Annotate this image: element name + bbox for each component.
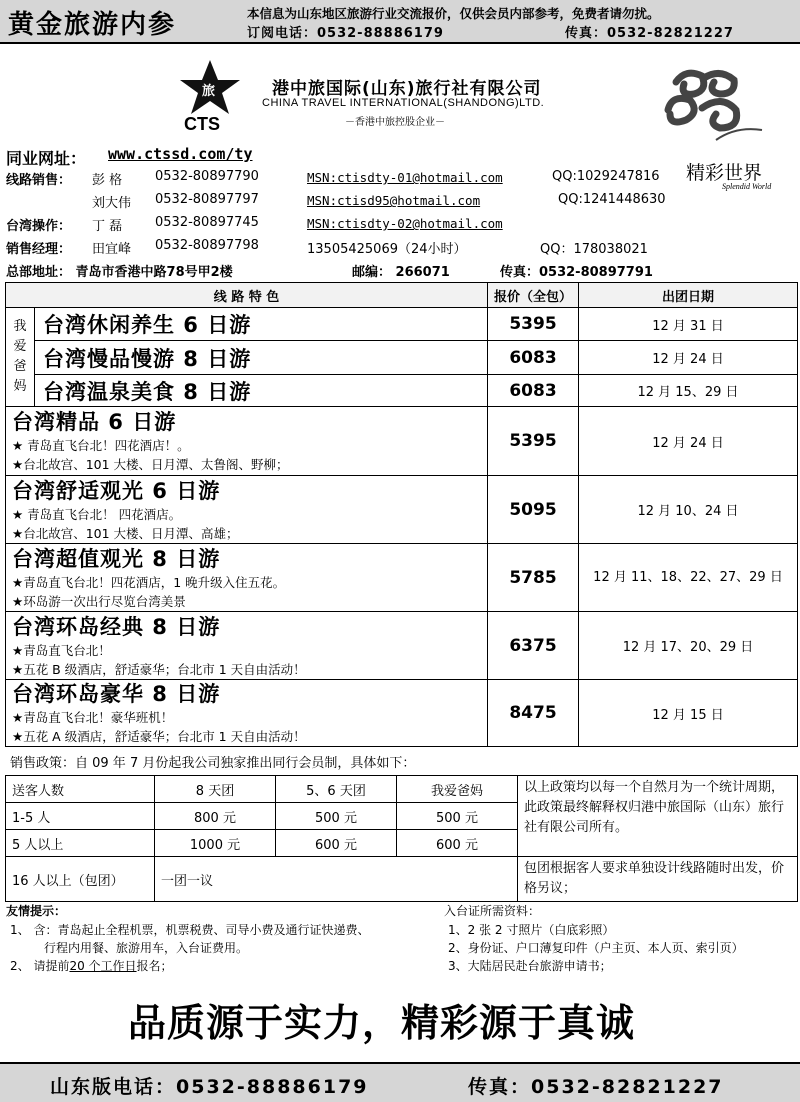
route-date: 12 月 11、18、22、27、29 日: [579, 544, 798, 612]
table-header-row: [6, 283, 798, 308]
publication-title: 黄金旅游内参: [8, 10, 177, 40]
policy-cell: 600 元: [397, 830, 518, 857]
route-price: 5095: [488, 476, 579, 544]
policy-cell: 600 元: [276, 830, 397, 857]
policy-header: 5、6 天团: [276, 776, 397, 803]
route-date: 12 月 31 日: [579, 308, 798, 341]
visa-doc-item: 3、大陆居民赴台旅游申请书；: [448, 959, 612, 973]
sales-policy-table: [5, 775, 798, 902]
policy-cell: 1000 元: [155, 830, 276, 857]
table-row: [6, 680, 798, 747]
route-feature: ★ 青岛直飞台北！四花酒店！。: [12, 438, 190, 453]
logo-badge-char: 旅: [202, 84, 216, 99]
hq-fax: 传真：0532-80897791: [500, 265, 653, 280]
route-feature: ★青岛直飞台北！: [12, 642, 111, 658]
group-label-love-parents: [6, 308, 35, 407]
tips-line: [10, 957, 173, 974]
route-date: 12 月 17、20、29 日: [579, 612, 798, 680]
site-url-link[interactable]: www.ctssd.com/ty: [108, 145, 253, 163]
route-detail: [6, 476, 488, 544]
route-price: 5395: [488, 308, 579, 341]
contact-msn[interactable]: MSN:ctisd95@hotmail.com: [307, 193, 481, 208]
subscription-phone: 订阅电话：0532-88886179: [247, 26, 444, 41]
contact-role: 线路销售：: [6, 173, 72, 188]
route-feature: ★台北故宫、101 大楼、日月潭、太鲁阁、野柳；: [12, 457, 289, 472]
contact-role: 销售经理：: [6, 242, 72, 257]
contact-msn[interactable]: MSN:ctisdty-01@hotmail.com: [307, 170, 503, 185]
route-name: 台湾环岛经典 8 日游: [12, 614, 221, 639]
company-name-cn: 港中旅国际(山东)旅行社有限公司: [272, 79, 542, 99]
policy-cell: 5 人以上: [6, 830, 155, 857]
route-detail: [6, 544, 488, 612]
tips-text: 报名；: [136, 959, 173, 973]
site-label: 同业网址：: [6, 149, 87, 168]
contact-name: 田宜峰: [92, 242, 132, 257]
policy-cell: 800 元: [155, 803, 276, 830]
route-feature: ★台北故宫、101 大楼、日月潭、高雄；: [12, 525, 239, 541]
route-detail: [6, 680, 488, 747]
hq-zip: 邮编： 266071: [352, 265, 450, 280]
policy-cell: 16 人以上（包团）: [6, 857, 155, 902]
contact-tel: 0532-80897745: [155, 215, 259, 230]
route-detail: [6, 407, 488, 476]
contact-tel: 0532-80897790: [155, 169, 259, 184]
route-name: 台湾超值观光 8 日游: [12, 546, 221, 571]
table-row: [6, 476, 798, 544]
visa-docs-title: 入台证所需资料：: [444, 904, 541, 918]
contact-tel: 0532-80897798: [155, 238, 259, 253]
policy-header: 我爱爸妈: [397, 776, 518, 803]
routes-table: [5, 282, 798, 747]
brand-name-cn: 精彩世界: [686, 162, 763, 184]
route-name: 台湾精品 6 日游: [12, 410, 177, 434]
header-fax: 传真：0532-82821227: [565, 26, 734, 41]
route-detail: [6, 612, 488, 680]
route-name: 台湾温泉美食 8 日游: [35, 375, 488, 407]
policy-note: 包团根据客人要求单独设计线路随时出发，价格另议；: [518, 857, 798, 902]
policy-cell: 500 元: [276, 803, 397, 830]
contact-tel: 0532-80897797: [155, 192, 259, 207]
route-feature: ★五花 B 级酒店，舒适豪华；台北市 1 天自由活动！: [12, 661, 306, 677]
route-name: 台湾舒适观光 6 日游: [12, 478, 221, 503]
table-row: [6, 544, 798, 612]
disclaimer-text: 本信息为山东地区旅游行业交流报价，仅供会员内部参考，免费者请勿扰。: [247, 6, 660, 21]
table-row: [6, 857, 798, 902]
contact-mobile: 13505425069（24小时）: [307, 242, 467, 257]
contact-qq: QQ:1241448630: [558, 192, 666, 207]
route-date: 12 月 24 日: [579, 341, 798, 375]
tips-text: 2、 请提前: [10, 959, 70, 973]
policy-note: 以上政策均以每一个自然月为一个统计周期，此政策最终解释权归港中旅国际（山东）旅行社有限公司所有。: [518, 776, 798, 857]
route-date: 12 月 15 日: [579, 680, 798, 747]
policy-cell: 1-5 人: [6, 803, 155, 830]
route-date: 12 月 10、24 日: [579, 476, 798, 544]
company-subtitle: －香港中旅控股企业－: [345, 117, 445, 128]
footer-fax: 传真：0532-82821227: [468, 1076, 724, 1098]
slogan: 品质源于实力，精彩源于真诚: [128, 1001, 636, 1045]
col-header-route: 线 路 特 色: [6, 283, 488, 308]
tips-deadline: 20 个工作日: [69, 959, 137, 973]
table-row: [6, 341, 798, 375]
splendid-world-logo-icon: [656, 64, 766, 154]
footer-phone: 山东版电话：0532-88886179: [50, 1076, 369, 1098]
contact-qq: QQ：178038021: [540, 242, 648, 257]
policy-header: 8 天团: [155, 776, 276, 803]
table-header-row: [6, 776, 798, 803]
policy-header: 送客人数: [6, 776, 155, 803]
contact-role: 台湾操作：: [6, 219, 72, 234]
route-feature: ★青岛直飞台北！豪华班机！: [12, 710, 174, 725]
tips-title: 友情提示：: [6, 904, 67, 918]
tips-line: 行程内用餐、旅游用车，入台证费用。: [44, 941, 249, 955]
col-header-date: 出团日期: [579, 283, 798, 308]
table-row: [6, 407, 798, 476]
visa-doc-item: 2、身份证、户口薄复印件（户主页、本人页、索引页）: [448, 941, 744, 955]
contact-msn[interactable]: MSN:ctisdty-02@hotmail.com: [307, 216, 503, 231]
route-feature: ★ 青岛直飞台北！ 四花酒店。: [12, 506, 182, 522]
contact-name: 彭 格: [92, 173, 123, 188]
route-name: 台湾休闲养生 6 日游: [35, 308, 488, 341]
route-price: 6375: [488, 612, 579, 680]
route-name: 台湾慢品慢游 8 日游: [35, 341, 488, 375]
route-feature: ★青岛直飞台北！四花酒店，1 晚升级入住五花。: [12, 574, 286, 590]
tips-line: 1、 含：青岛起止全程机票，机票税费、司导小费及通行证快递费、: [10, 923, 370, 937]
policy-cell: 一团一议: [155, 857, 518, 902]
sales-policy-title: 销售政策：自 09 年 7 月份起我公司独家推出同行会员制，具体如下：: [10, 756, 416, 771]
visa-doc-item: 1、2 张 2 寸照片（白底彩照）: [448, 923, 615, 937]
brand-name-en: Splendid World: [722, 182, 772, 191]
company-name-en: CHINA TRAVEL INTERNATIONAL(SHANDONG)LTD.: [262, 97, 545, 109]
route-price: 8475: [488, 680, 579, 747]
contact-name: 丁 磊: [92, 219, 123, 234]
policy-cell: 500 元: [397, 803, 518, 830]
table-row: [6, 308, 798, 341]
col-header-price: 报价（全包）: [488, 283, 579, 308]
route-price: 5395: [488, 407, 579, 476]
group-label-text: 我爱爸妈: [13, 319, 27, 394]
table-row: [6, 375, 798, 407]
table-row: [6, 612, 798, 680]
cts-logo-text: CTS: [184, 114, 220, 134]
contact-name: 刘大伟: [92, 196, 132, 211]
contact-qq: QQ:1029247816: [552, 169, 660, 184]
route-price: 6083: [488, 375, 579, 407]
route-date: 12 月 15、29 日: [579, 375, 798, 407]
route-price: 5785: [488, 544, 579, 612]
route-name: 台湾环岛豪华 8 日游: [12, 682, 221, 706]
top-banner: [0, 0, 800, 44]
route-feature: ★环岛游一次出行尽览台湾美景: [12, 593, 186, 609]
route-feature: ★五花 A 级酒店，舒适豪华；台北市 1 天自由活动！: [12, 729, 306, 744]
route-price: 6083: [488, 341, 579, 375]
bottom-banner: [0, 1062, 800, 1102]
route-date: 12 月 24 日: [579, 407, 798, 476]
hq-address: 总部地址： 青岛市香港中路78号甲2楼: [6, 265, 233, 280]
